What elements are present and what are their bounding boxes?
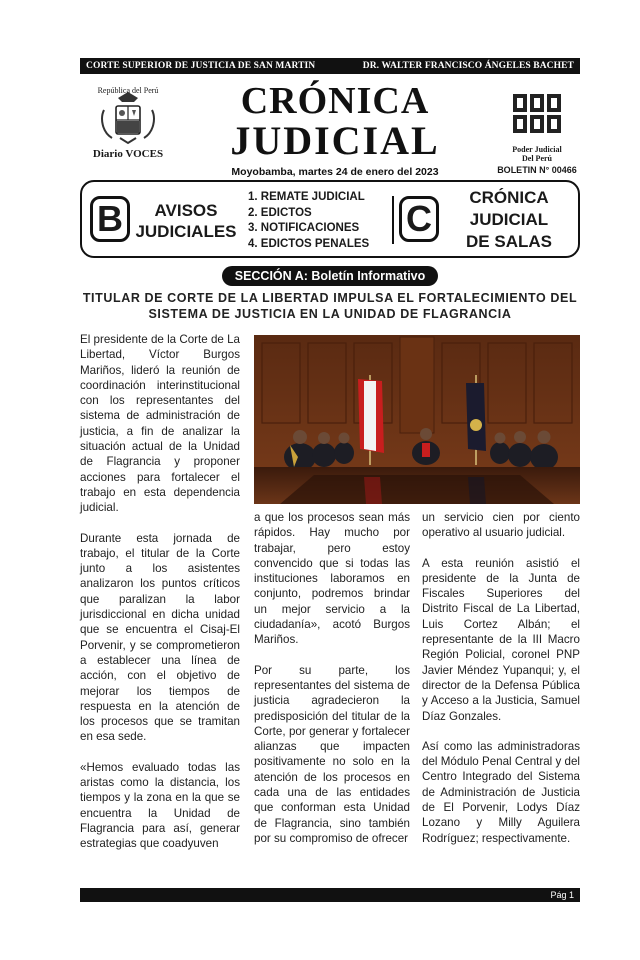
issue-date: Moyobamba, martes 24 de enero del 2023	[231, 166, 439, 178]
diario-voces-name: Diario VOCES	[92, 148, 164, 160]
avisos-line1: AVISOS	[154, 201, 218, 220]
poder-judicial-emblem-icon	[511, 92, 563, 136]
masthead-title-line1: CRÓNICA	[240, 80, 430, 122]
footer-bar	[80, 888, 580, 902]
section-item: 3. NOTIFICACIONES	[248, 222, 360, 234]
section-b-list	[248, 190, 369, 252]
poder-judicial-line1: Poder Judicial	[512, 145, 562, 154]
cronica-line2: JUDICIAL	[469, 210, 549, 229]
avisos-line2: JUDICIALES	[135, 222, 237, 241]
president-name: DR. WALTER FRANCISCO ÁNGELES BACHET	[362, 61, 574, 71]
cronica-salas-label	[444, 187, 574, 253]
boletin-number: BOLETIN N° 00466	[497, 165, 577, 175]
paragraph: «Hemos evaluado todas las aristas como la distancia, los tiempos y la zona en la que se encuentra la Unidad de Flagrancia para así, generar estrategias que coadyuven	[80, 760, 240, 851]
paragraph: A esta reunión asistió el presidente de la Junta de Fiscales Superiores del Distrito Fiscal de La Libertad, Luis Cortez Albán; el representante de la III Macro Región Policial, coronel PNP Javier Méndez Yupanqui; y, el director de la Defensa Pública y Acceso a la Justicia, Samuel Díaz Gonzales.	[422, 556, 580, 723]
section-a-label: SECCIÓN A: Boletín Informativo	[222, 266, 438, 286]
meeting-photo	[254, 335, 580, 504]
paragraph: a que los procesos sean más rápidos. Hay mucho por trabajar, pero estoy convencido que si todas las instituciones laboramos en conjunto, podremos brindar un mejor servicio a la ciudadanía», acotó Burgos Mariños.	[254, 511, 410, 647]
article-column-3	[422, 510, 580, 861]
article-column-2	[254, 510, 410, 861]
page-number: Pág 1	[550, 890, 574, 900]
sections-index-box	[80, 180, 580, 258]
republica-label: República del Perú	[97, 86, 159, 95]
meeting-room-image	[254, 335, 580, 504]
court-name: CORTE SUPERIOR DE JUSTICIA DE SAN MARTIN	[86, 61, 316, 71]
masthead	[220, 82, 450, 178]
section-item: 2. EDICTOS	[248, 206, 312, 219]
article-column-1	[80, 332, 240, 867]
paragraph: Durante esta jornada de trabajo, el titular de la Corte junto a los asistentes analizaron los puntos críticos que paralizan la labor jurisdiccional en dicha unidad que se encuentra el Cisaj-El Porvenir, y se comprometieron a establecer una línea de acción, con el objetivo de mejorar los tiempos de respuesta en la atención de los procesos que se tramitan en esa sede.	[80, 531, 240, 744]
section-c-badge: C	[399, 196, 439, 242]
avisos-judiciales-label	[132, 200, 240, 242]
cronica-line3: DE SALAS	[466, 232, 552, 251]
peru-coat-of-arms-icon	[96, 88, 160, 146]
article-headline: TITULAR DE CORTE DE LA LIBERTAD IMPULSA EL FORTALECIMIENTO DEL SISTEMA DE JUSTICIA EN LA UNIDAD DE FLAGRANCIA	[82, 291, 578, 321]
paragraph: Así como las administradoras del Módulo Penal Central y del Centro Integrado del Sistema de Administración de Justicia de El Porvenir, Lodys Díaz Lozano y Milly Aguilera Rodríguez; respectivamente.	[422, 739, 580, 845]
section-divider	[392, 196, 394, 244]
paragraph: un servicio cien por ciento operativo al usuario judicial.	[422, 511, 580, 540]
masthead-title-line2: JUDICIAL	[230, 118, 440, 163]
header-bar	[80, 58, 580, 74]
paragraph: El presidente de la Corte de La Libertad, Víctor Burgos Mariños, lideró la reunión de coordinación interinstitucional con los representantes del sistema de administración de justicia, a fin de analizar la situación actual de la Unidad de Flagrancia y proponer acciones para fortalecer el trabajo en esta dependencia judicial.	[80, 333, 240, 515]
section-b-badge: B	[90, 196, 130, 242]
section-item: 1. REMATE JUDICIAL	[248, 191, 365, 203]
poder-judicial-logo	[492, 92, 582, 175]
paragraph: Por su parte, los representantes del sistema de justicia agradecieron la predisposición del titular de la Corte, por generar y fortalecer alianzas que impacten positivamente no solo en la atención de los procesos en cada una de las entidades que conforman esta Unidad de Flagrancia, sino también por su compromiso de ofrecer	[254, 663, 410, 845]
cronica-line1: CRÓNICA	[469, 188, 549, 207]
diario-voces-logo	[86, 88, 170, 172]
poder-judicial-line2: Del Perú	[522, 154, 552, 163]
section-item: 4. EDICTOS PENALES	[248, 237, 370, 250]
